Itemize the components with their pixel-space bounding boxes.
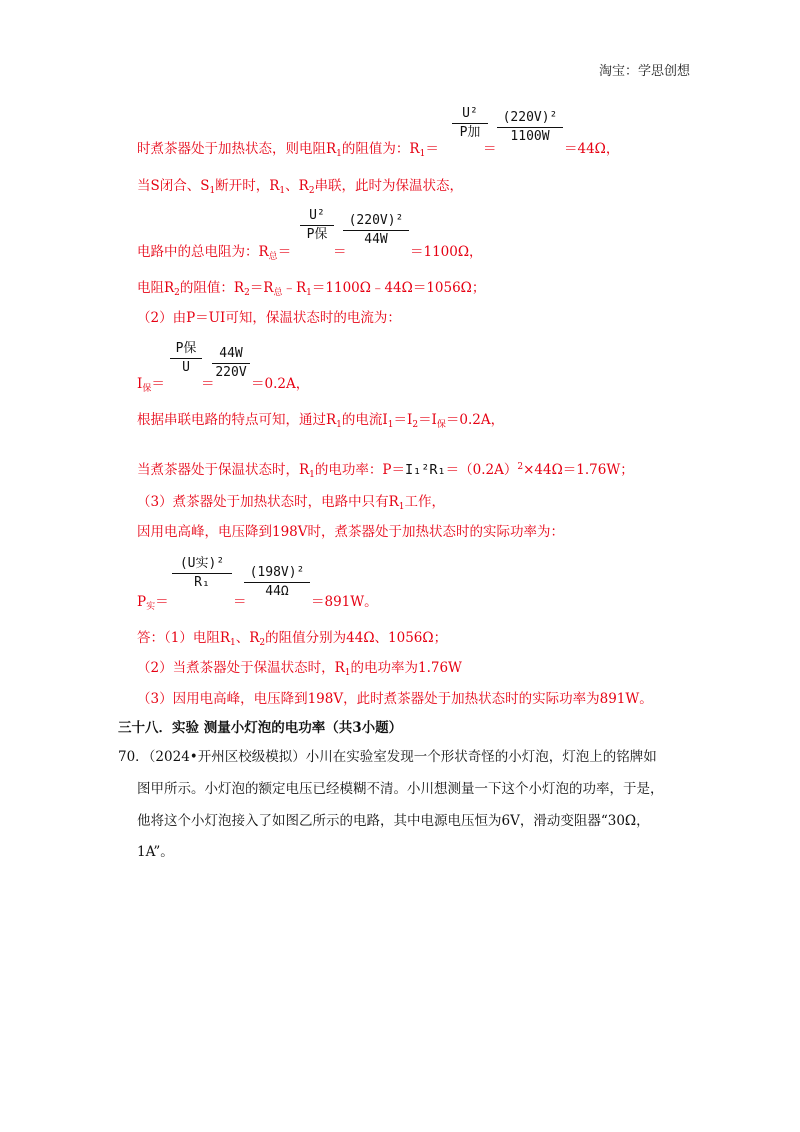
solution-line-4: 电阻$R_2$的阻值：$R_2=R_总﹣R_1=1100\Omega﹣44\Omega=1056\Omega$； — [137, 280, 486, 298]
solution-line-3: 电路中的总电阻为：$R_总=$ — [137, 244, 292, 262]
fraction-220v-44w: (220V)² 44W — [343, 213, 409, 248]
fraction-44w-220v: 44W 220V — [212, 346, 250, 381]
answer-line-2: （2）当煮茶器处于保温状态时，$R_1$的电功率为1.76W — [137, 660, 462, 678]
section-title: 三十八．实验 测量小灯泡的电功率（共3小题） — [118, 720, 403, 736]
question-line-2: 图甲所示。小灯泡的额定电压已经模糊不清。小川想测量一下这个小灯泡的功率，于是， — [137, 781, 664, 797]
solution-line-7: 根据串联电路的特点可知，通过$R_1$的电流$I_1=I_2=I_保=0.2A$， — [137, 412, 505, 430]
question-line-3: 他将这个小灯泡接入了如图乙所示的电路，其中电源电压恒为6V，滑动变阻器“30Ω， — [137, 813, 650, 829]
answer-line-1: 答：（1）电阻$R_1$、$R_2$的阻值分别为44Ω、1056Ω； — [137, 630, 448, 648]
result-1100ohm: ＝1100Ω， — [410, 244, 483, 260]
solution-line-10: 因用电高峰，电压降到198V时，煮茶器处于加热状态时的实际功率为： — [137, 524, 565, 540]
equals-sign: ＝ — [483, 141, 497, 157]
fraction-u2-p-heat: U² P加 — [452, 106, 488, 141]
equals-sign: ＝ — [333, 244, 347, 260]
solution-line-5: （2）由P＝UI可知，保温状态时的电流为： — [137, 310, 401, 326]
fraction-u2-p-keep: U² P保 — [300, 208, 334, 243]
fraction-220v-1100w: (220V)² 1100W — [497, 110, 563, 145]
solution-line-2: 当S闭合、$S_1$断开时，$R_1$、$R_2$串联，此时为保温状态， — [137, 178, 464, 196]
solution-line-6: $I_保=$ — [137, 376, 165, 394]
fraction-198v-44ohm: (198V)² 44Ω — [244, 565, 310, 600]
fraction-u-real-r1: (U实)² R₁ — [172, 556, 232, 591]
answer-line-3: （3）因用电高峰，电压降到198V，此时煮茶器处于加热状态时的实际功率为891W。 — [137, 691, 653, 707]
formula-i1-squared-r1: I₁²R₁ — [405, 462, 446, 478]
solution-line-11: $P_实=$ — [137, 594, 169, 612]
result-891w: ＝891W。 — [311, 594, 378, 610]
solution-line-9: （3）煮茶器处于加热状态时，电路中只有$R_1$工作， — [137, 494, 445, 512]
solution-line-8: 当煮茶器处于保温状态时，$R_1$的电功率：$P=I_1^2R_1=(0.2A)^2\times 44\Omega=1.76W$； — [137, 462, 634, 480]
header-shop: 淘宝：学思创想 — [598, 64, 690, 79]
result-44ohm: ＝44Ω， — [564, 141, 620, 157]
fraction-p-u: P保 U — [170, 341, 202, 376]
result-0-2a: ＝0.2A， — [251, 376, 310, 392]
question-line-1: 70．（2024•开州区校级模拟）小川在实验室发现一个形状奇怪的小灯泡，灯泡上的铭牌如 — [118, 749, 657, 765]
equals-sign: ＝ — [201, 376, 215, 392]
solution-line-1: 时煮茶器处于加热状态，则电阻$R_1$的阻值为：$R_1=$ — [137, 141, 439, 159]
equals-sign: ＝ — [233, 594, 247, 610]
question-line-4: 1A”。 — [137, 844, 174, 860]
